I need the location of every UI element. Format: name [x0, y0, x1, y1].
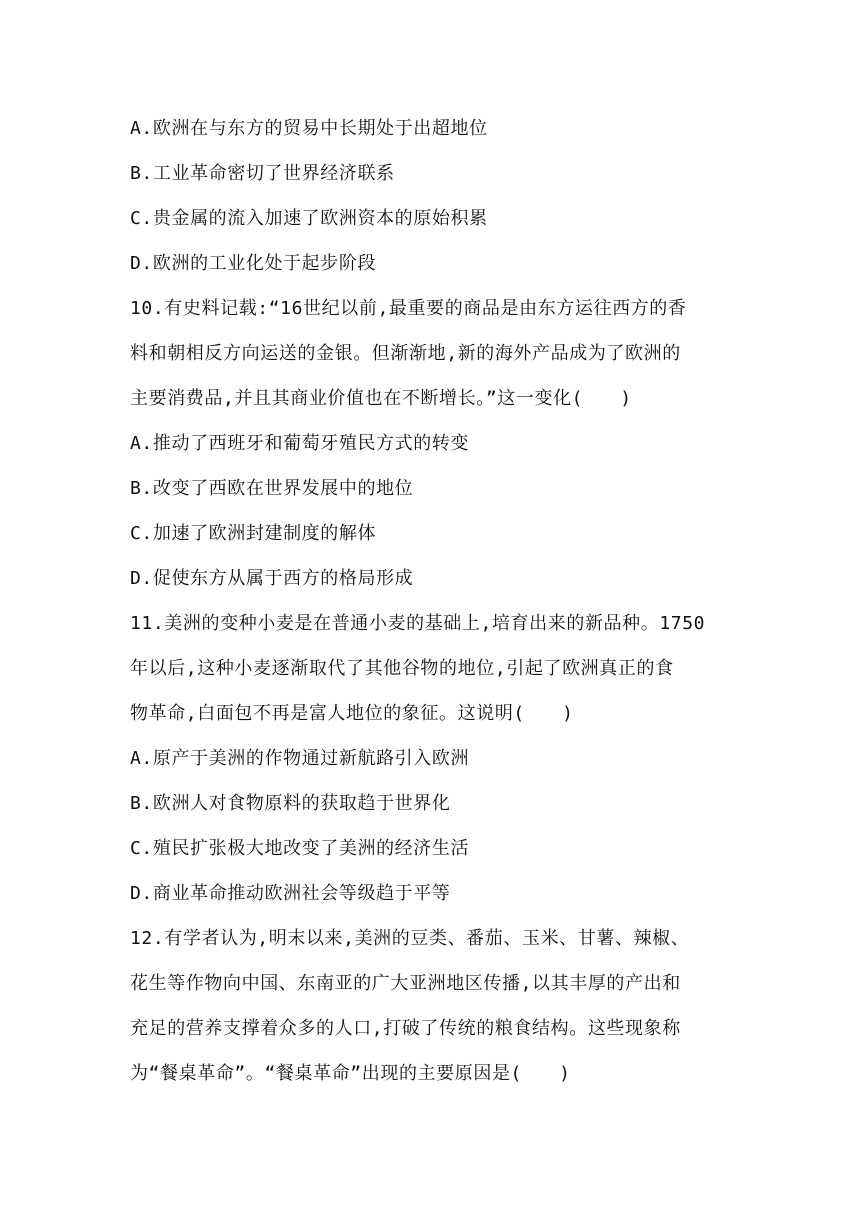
q10-option-b: B.改变了西欧在世界发展中的地位 — [130, 478, 414, 499]
q12-stem-line: 12.有学者认为,明末以来,美洲的豆类、番茄、玉米、甘薯、辣椒、 — [130, 928, 690, 949]
q10-stem-line: 料和朝相反方向运送的金银。但渐渐地,新的海外产品成为了欧洲的 — [130, 343, 681, 364]
q12-stem-line: 为“餐桌革命”。“餐桌革命”出现的主要原因是( ) — [130, 1063, 571, 1084]
q10-option-d: D.促使东方从属于西方的格局形成 — [130, 568, 414, 589]
q9-option-a: A.欧洲在与东方的贸易中长期处于出超地位 — [130, 118, 488, 139]
q11-option-a: A.原产于美洲的作物通过新航路引入欧洲 — [130, 748, 470, 769]
q12-stem-line: 花生等作物向中国、东南亚的广大亚洲地区传播,以其丰厚的产出和 — [130, 973, 681, 994]
q9-option-b: B.工业革命密切了世界经济联系 — [130, 163, 395, 184]
q10-option-c: C.加速了欧洲封建制度的解体 — [130, 523, 377, 544]
q11-stem-line: 年以后,这种小麦逐渐取代了其他谷物的地位,引起了欧洲真正的食 — [130, 658, 674, 679]
q11-stem-line: 物革命,白面包不再是富人地位的象征。这说明( ) — [130, 703, 574, 724]
q9-option-c: C.贵金属的流入加速了欧洲资本的原始积累 — [130, 208, 488, 229]
q9-option-d: D.欧洲的工业化处于起步阶段 — [130, 253, 377, 274]
q10-stem-line: 10.有史料记载:“16世纪以前,最重要的商品是由东方运往西方的香 — [130, 298, 687, 319]
q11-option-b: B.欧洲人对食物原料的获取趋于世界化 — [130, 793, 451, 814]
q11-option-c: C.殖民扩张极大地改变了美洲的经济生活 — [130, 838, 470, 859]
q10-stem-line: 主要消费品,并且其商业价值也在不断增长。”这一变化( ) — [130, 388, 632, 409]
q12-stem-line: 充足的营养支撑着众多的人口,打破了传统的粮食结构。这些现象称 — [130, 1018, 681, 1039]
q10-option-a: A.推动了西班牙和葡萄牙殖民方式的转变 — [130, 433, 470, 454]
q11-option-d: D.商业革命推动欧洲社会等级趋于平等 — [130, 883, 451, 904]
q11-stem-line: 11.美洲的变种小麦是在普通小麦的基础上,培育出来的新品种。1750 — [130, 613, 706, 634]
